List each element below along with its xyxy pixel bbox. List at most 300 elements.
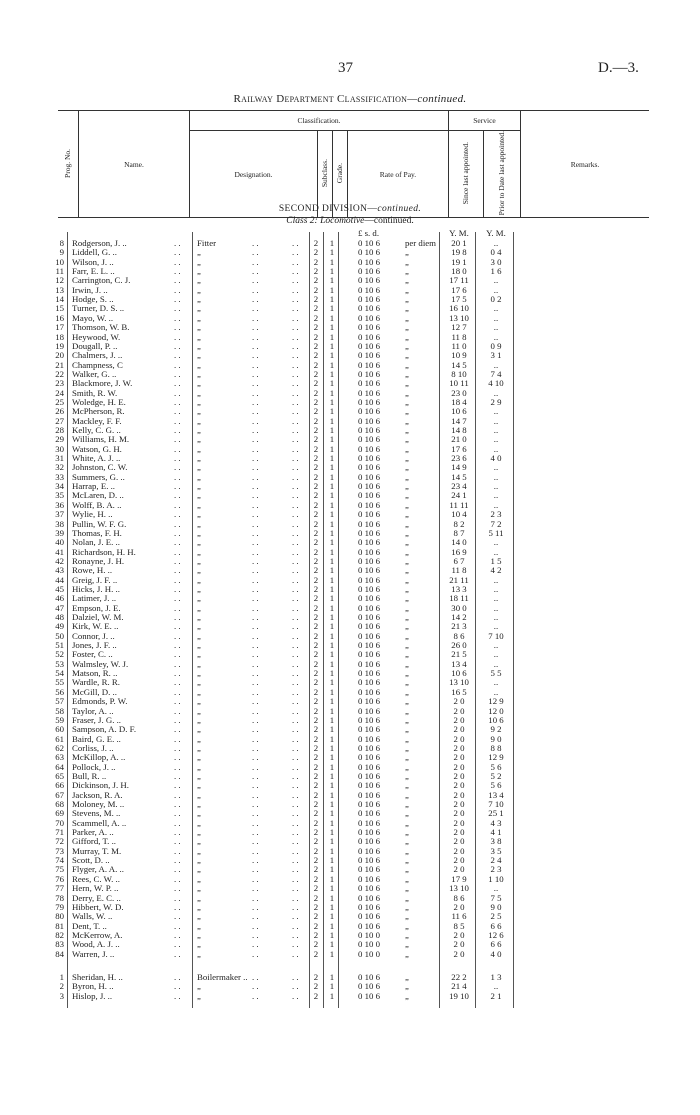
table-row (0, 434, 700, 443)
leader-dots: . . (252, 705, 259, 716)
rate-unit-cell: „ (405, 266, 409, 277)
grade-cell: 1 (329, 546, 335, 557)
name-cell: Richardson, H. H. (72, 546, 136, 557)
prior-cell: 2 3 (490, 509, 502, 520)
subclass-cell: 2 (313, 733, 319, 744)
rate-unit-cell: „ (405, 808, 409, 819)
leader-dots: . . (174, 649, 181, 660)
leader-dots: . . (292, 621, 299, 632)
designation-cell: „ (197, 981, 201, 992)
leader-dots: . . (252, 640, 259, 651)
rate-cell: 0 10 6 (358, 883, 380, 894)
prior-cell: .. (493, 284, 499, 295)
leader-dots: . . (292, 677, 299, 688)
prior-cell: 9 0 (490, 901, 502, 912)
grade-cell: 1 (329, 855, 335, 866)
name-cell: Gifford, T. .. (72, 836, 116, 847)
designation-cell: „ (197, 770, 201, 781)
leader-dots: . . (174, 425, 181, 435)
prior-cell: 3 5 (490, 845, 502, 856)
name-cell: Wolff, B. A. .. (72, 499, 122, 510)
designation-cell: „ (197, 415, 201, 426)
table-row (0, 322, 700, 331)
grade-cell: 1 (329, 929, 335, 940)
name-cell: Carrington, C. J. (72, 275, 131, 286)
leader-dots: . . (292, 612, 299, 622)
prog-no-cell: 67 (55, 789, 64, 800)
subclass-cell: 2 (313, 434, 319, 445)
rate-cell: 0 10 6 (358, 696, 380, 707)
rate-unit-cell: „ (405, 836, 409, 847)
table-row (0, 696, 700, 705)
subclass-cell: 2 (313, 303, 319, 314)
rate-cell: 0 10 6 (358, 612, 380, 622)
leader-dots: . . (252, 537, 259, 548)
grade-cell: 1 (329, 322, 335, 333)
leader-dots: . . (252, 668, 259, 679)
rate-cell: 0 10 6 (358, 864, 380, 875)
name-cell: Johnston, C. W. (72, 462, 128, 473)
rate-cell: 0 10 6 (358, 602, 380, 613)
leader-dots: . . (292, 883, 299, 894)
rate-unit-cell: „ (405, 733, 409, 744)
leader-dots: . . (174, 929, 181, 940)
prior-cell: .. (493, 471, 499, 482)
name-cell: Dalziel, W. M. (72, 612, 124, 622)
grade-cell: 1 (329, 509, 335, 520)
leader-dots: . . (292, 406, 299, 417)
subclass-cell: 2 (313, 612, 319, 622)
rate-cell: 0 10 6 (358, 518, 380, 529)
rate-unit-cell: „ (405, 742, 409, 753)
since-last-cell: 2 0 (453, 742, 465, 753)
leader-dots: . . (174, 948, 181, 959)
grade-cell: 1 (329, 817, 335, 828)
leader-dots: . . (174, 686, 181, 697)
leader-dots: . . (174, 855, 181, 866)
leader-dots: . . (292, 294, 299, 305)
prior-cell: 1 6 (490, 266, 502, 277)
subclass-cell: 2 (313, 780, 319, 791)
rate-unit-cell: „ (405, 574, 409, 585)
designation-cell: „ (197, 359, 201, 370)
since-last-cell: 18 11 (449, 593, 469, 604)
prior-cell: 7 2 (490, 518, 502, 529)
name-cell: Williams, H. M. (72, 434, 130, 445)
prior-cell: 3 8 (490, 836, 502, 847)
rate-unit-cell: „ (405, 312, 409, 323)
leader-dots: . . (292, 275, 299, 286)
grade-cell: 1 (329, 696, 335, 707)
prog-no-cell: 68 (55, 799, 64, 809)
rate-cell: 0 10 6 (358, 275, 380, 286)
grade-cell: 1 (329, 780, 335, 791)
since-last-cell: 2 0 (453, 948, 465, 959)
table-row (0, 855, 700, 864)
prog-no-cell: 50 (55, 630, 64, 641)
table-row (0, 472, 700, 481)
prog-no-cell: 57 (55, 696, 64, 707)
since-last-cell: 14 0 (451, 537, 467, 548)
table-row (0, 818, 700, 827)
grade-cell: 1 (329, 752, 335, 763)
since-last-cell: 14 7 (451, 415, 467, 426)
grade-cell: 1 (329, 284, 335, 295)
rate-cell: 0 10 6 (358, 303, 380, 314)
designation-cell: „ (197, 990, 201, 1001)
rate-cell: 0 10 6 (358, 752, 380, 763)
rate-cell: 0 10 6 (358, 396, 380, 407)
leader-dots: . . (252, 462, 259, 473)
subclass-cell: 2 (313, 677, 319, 688)
prior-cell: .. (493, 686, 499, 697)
table-row (0, 836, 700, 845)
prog-no-cell: 39 (55, 527, 64, 538)
leader-dots: . . (174, 527, 181, 538)
designation-cell: „ (197, 275, 201, 286)
leader-dots: . . (174, 294, 181, 305)
grade-cell: 1 (329, 649, 335, 660)
name-cell: Heywood, W. (72, 331, 121, 342)
grade-cell: 1 (329, 453, 335, 464)
designation-cell: „ (197, 256, 201, 267)
since-last-cell: 11 8 (451, 331, 467, 342)
prog-no-cell: 33 (55, 471, 64, 482)
prog-no-cell: 32 (55, 462, 64, 473)
prior-cell: 25 1 (488, 808, 504, 819)
since-last-cell: 12 7 (451, 322, 467, 333)
rate-cell: 0 10 6 (358, 724, 380, 735)
designation-cell: Fitter (197, 238, 217, 248)
rate-cell: 0 10 6 (358, 443, 380, 454)
rate-cell: 0 10 6 (358, 827, 380, 838)
table-row (0, 621, 700, 630)
leader-dots: . . (174, 565, 181, 576)
prog-no-cell: 24 (55, 387, 64, 398)
rate-cell: 0 10 0 (358, 929, 380, 940)
name-cell: McPherson, R. (72, 406, 125, 417)
since-last-cell: 16 10 (449, 303, 469, 314)
leader-dots: . . (174, 742, 181, 753)
table-row (0, 247, 700, 256)
rate-cell: 0 10 6 (358, 546, 380, 557)
leader-dots: . . (292, 284, 299, 295)
grade-cell: 1 (329, 462, 335, 473)
grade-cell: 1 (329, 537, 335, 548)
prog-no-cell: 74 (55, 855, 64, 866)
since-last-cell: 23 0 (451, 387, 467, 398)
prog-no-cell: 56 (55, 686, 64, 697)
subclass-cell: 2 (313, 817, 319, 828)
prior-cell: 5 6 (490, 780, 502, 791)
prior-cell: 8 8 (490, 742, 502, 753)
subclass-cell: 2 (313, 920, 319, 931)
designation-cell: „ (197, 546, 201, 557)
prog-no-cell: 63 (55, 752, 64, 763)
rate-unit-cell: „ (405, 583, 409, 594)
prior-cell: .. (493, 583, 499, 594)
prior-cell: .. (493, 499, 499, 510)
designation-cell: „ (197, 827, 201, 838)
designation-cell: „ (197, 752, 201, 763)
prog-no-cell: 55 (55, 677, 64, 688)
leader-dots: . . (252, 350, 259, 361)
since-last-cell: 14 2 (451, 612, 467, 622)
table-row (0, 266, 700, 275)
designation-cell: „ (197, 696, 201, 707)
rate-unit-cell: „ (405, 855, 409, 866)
leader-dots: . . (252, 836, 259, 847)
leader-dots: . . (292, 453, 299, 464)
designation-cell: „ (197, 742, 201, 753)
leader-dots: . . (252, 733, 259, 744)
prior-cell: 12 9 (488, 696, 504, 707)
since-last-cell: 21 3 (451, 621, 467, 632)
table-row (0, 313, 700, 322)
name-cell: Pullin, W. F. G. (72, 518, 127, 529)
prior-cell: 3 1 (490, 350, 502, 361)
prior-cell: 5 11 (488, 527, 504, 538)
rate-unit-cell: „ (405, 649, 409, 660)
rate-unit-cell: „ (405, 686, 409, 697)
leader-dots: . . (252, 256, 259, 267)
grade-cell: 1 (329, 901, 335, 912)
name-cell: Kelly, C. G. .. (72, 425, 121, 435)
prior-cell: 4 0 (490, 453, 502, 464)
prog-no-cell: 58 (55, 705, 64, 716)
prior-cell: 4 0 (490, 948, 502, 959)
grade-cell: 1 (329, 434, 335, 445)
leader-dots: . . (292, 518, 299, 529)
prog-no-cell: 59 (55, 714, 64, 725)
name-cell: McKerrow, A. (72, 929, 123, 940)
prog-no-cell: 28 (55, 425, 64, 435)
table-row (0, 294, 700, 303)
rate-cell: 0 10 6 (358, 312, 380, 323)
prior-cell: 5 2 (490, 770, 502, 781)
name-cell: Parker, A. .. (72, 827, 114, 838)
rate-cell: 0 10 6 (358, 873, 380, 884)
designation-cell: „ (197, 499, 201, 510)
subclass-cell: 2 (313, 705, 319, 716)
leader-dots: . . (174, 677, 181, 688)
grade-cell: 1 (329, 583, 335, 594)
prog-no-cell: 73 (55, 845, 64, 856)
rate-cell: 0 10 6 (358, 971, 380, 982)
grade-cell: 1 (329, 658, 335, 669)
subclass-cell: 2 (313, 312, 319, 323)
subclass-cell: 2 (313, 990, 319, 1001)
leader-dots: . . (292, 827, 299, 838)
rate-cell: 0 10 6 (358, 789, 380, 800)
leader-dots: . . (252, 817, 259, 828)
name-cell: Moloney, M. .. (72, 799, 125, 809)
table-row (0, 864, 700, 873)
table-row (0, 883, 700, 892)
prog-no-cell: 52 (55, 649, 64, 660)
rate-cell: 0 10 6 (358, 527, 380, 538)
designation-cell: „ (197, 527, 201, 538)
leader-dots: . . (292, 331, 299, 342)
header-classification: Classification. (190, 111, 449, 131)
prog-no-cell: 83 (55, 939, 64, 950)
name-cell: Fraser, J. G. .. (72, 714, 122, 725)
leader-dots: . . (292, 705, 299, 716)
grade-cell: 1 (329, 340, 335, 351)
leader-dots: . . (174, 808, 181, 819)
leader-dots: . . (292, 546, 299, 557)
leader-dots: . . (252, 612, 259, 622)
leader-dots: . . (292, 443, 299, 454)
leader-dots: . . (252, 238, 259, 248)
prior-cell: 9 0 (490, 733, 502, 744)
leader-dots: . . (174, 462, 181, 473)
leader-dots: . . (174, 471, 181, 482)
leader-dots: . . (252, 939, 259, 950)
prog-no-cell: 81 (55, 920, 64, 931)
header-grade: Grade. (333, 131, 348, 218)
leader-dots: . . (292, 990, 299, 1001)
since-last-cell: 2 0 (453, 929, 465, 940)
grade-cell: 1 (329, 602, 335, 613)
designation-cell: „ (197, 686, 201, 697)
leader-dots: . . (174, 981, 181, 992)
leader-dots: . . (252, 873, 259, 884)
leader-dots: . . (292, 864, 299, 875)
grade-cell: 1 (329, 396, 335, 407)
designation-cell: „ (197, 836, 201, 847)
since-last-cell: 2 0 (453, 808, 465, 819)
name-cell: Champness, C (72, 359, 123, 370)
leader-dots: . . (292, 873, 299, 884)
since-last-cell: 2 0 (453, 714, 465, 725)
leader-dots: . . (174, 359, 181, 370)
leader-dots: . . (292, 247, 299, 258)
leader-dots: . . (292, 948, 299, 959)
subclass-cell: 2 (313, 238, 319, 248)
name-cell: Sampson, A. D. F. (72, 724, 137, 735)
leader-dots: . . (292, 537, 299, 548)
leader-dots: . . (292, 939, 299, 950)
leader-dots: . . (252, 499, 259, 510)
leader-dots: . . (252, 770, 259, 781)
prior-cell: 12 6 (488, 929, 504, 940)
designation-cell: „ (197, 873, 201, 884)
prior-cell: 6 6 (490, 920, 502, 931)
leader-dots: . . (174, 518, 181, 529)
since-last-cell: 11 6 (451, 911, 467, 922)
rate-unit-cell: „ (405, 658, 409, 669)
subclass-cell: 2 (313, 714, 319, 725)
leader-dots: . . (252, 808, 259, 819)
prior-cell: 3 0 (490, 256, 502, 267)
subclass-cell: 2 (313, 602, 319, 613)
since-last-cell: 21 4 (451, 981, 467, 992)
prog-no-cell: 43 (55, 565, 64, 576)
since-last-cell: 23 6 (451, 453, 467, 464)
subclass-cell: 2 (313, 630, 319, 641)
subclass-cell: 2 (313, 574, 319, 585)
table-row (0, 285, 700, 294)
since-last-cell: 18 4 (451, 396, 467, 407)
rate-unit-cell: „ (405, 453, 409, 464)
table-row (0, 911, 700, 920)
rate-unit-cell: „ (405, 845, 409, 856)
rate-unit-cell: per diem (405, 238, 437, 248)
table-row (0, 677, 700, 686)
rate-cell: 0 10 6 (358, 284, 380, 295)
name-cell: Jones, J. F. .. (72, 640, 117, 651)
designation-cell: „ (197, 312, 201, 323)
name-cell: Derry, E. C. .. (72, 892, 121, 903)
prior-cell: .. (493, 443, 499, 454)
leader-dots: . . (292, 920, 299, 931)
grade-cell: 1 (329, 312, 335, 323)
leader-dots: . . (174, 836, 181, 847)
subclass-cell: 2 (313, 247, 319, 258)
rate-unit-cell: „ (405, 789, 409, 800)
name-cell: Thomas, F. H. (72, 527, 122, 538)
prog-no-cell: 25 (55, 396, 64, 407)
leader-dots: . . (174, 593, 181, 604)
leader-dots: . . (252, 331, 259, 342)
rate-cell: 0 10 6 (358, 434, 380, 445)
rate-unit-cell: „ (405, 396, 409, 407)
rate-cell: 0 10 6 (358, 677, 380, 688)
leader-dots: . . (252, 630, 259, 641)
table-row (0, 360, 700, 369)
since-last-cell: 13 3 (451, 583, 467, 594)
prog-no-cell: 46 (55, 593, 64, 604)
rate-cell: 0 10 6 (358, 990, 380, 1001)
designation-cell: „ (197, 705, 201, 716)
name-cell: Liddell, G. .. (72, 247, 117, 258)
prog-no-cell: 48 (55, 612, 64, 622)
name-cell: Wilson, J. .. (72, 256, 114, 267)
designation-cell: „ (197, 845, 201, 856)
rate-cell: 0 10 6 (358, 490, 380, 501)
designation-cell: „ (197, 799, 201, 809)
rate-unit-cell: „ (405, 677, 409, 688)
rate-cell: 0 10 6 (358, 742, 380, 753)
prior-cell: .. (493, 425, 499, 435)
rate-unit-cell: „ (405, 425, 409, 435)
grade-cell: 1 (329, 266, 335, 277)
grade-cell: 1 (329, 742, 335, 753)
leader-dots: . . (292, 312, 299, 323)
table-row (0, 631, 700, 640)
table-row (0, 972, 700, 981)
prior-cell: 12 9 (488, 752, 504, 763)
grade-cell: 1 (329, 845, 335, 856)
prior-cell: 12 0 (488, 705, 504, 716)
prog-no-cell: 61 (55, 733, 64, 744)
leader-dots: . . (174, 920, 181, 931)
leader-dots: . . (174, 789, 181, 800)
leader-dots: . . (252, 602, 259, 613)
grade-cell: 1 (329, 990, 335, 1001)
table-row (0, 565, 700, 574)
rate-cell: 0 10 0 (358, 948, 380, 959)
leader-dots: . . (292, 845, 299, 856)
prog-no-cell: 65 (55, 770, 64, 781)
designation-cell: „ (197, 612, 201, 622)
designation-cell: „ (197, 490, 201, 501)
leader-dots: . . (292, 415, 299, 426)
subclass-cell: 2 (313, 565, 319, 576)
since-last-cell: 8 7 (453, 527, 465, 538)
leader-dots: . . (174, 705, 181, 716)
